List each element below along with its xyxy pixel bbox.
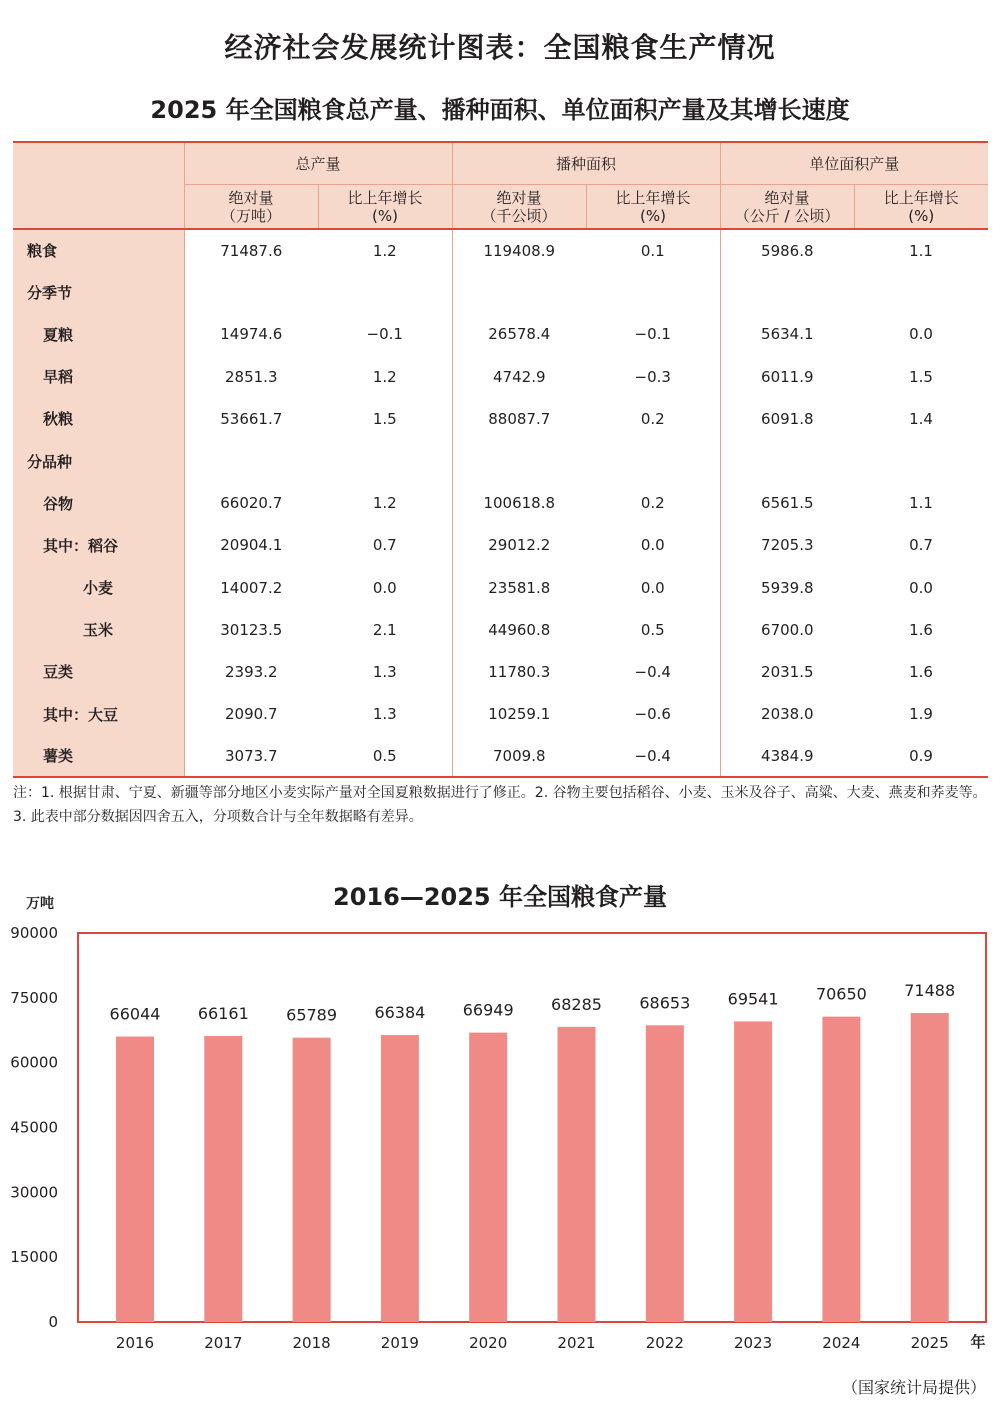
table-cell: 119408.9: [483, 241, 556, 260]
bar: [469, 1033, 507, 1322]
table-cell: 2851.3: [225, 367, 278, 386]
table-cell: 5634.1: [761, 325, 814, 344]
table-cell: 11780.3: [488, 662, 551, 681]
table-cell: 1.2: [318, 356, 452, 398]
data-label: 68653: [639, 993, 691, 1013]
table-cell: −0.4: [586, 651, 720, 693]
table-cell: 14974.6: [220, 325, 283, 344]
table-cell: 100618.8: [483, 494, 556, 513]
table-cell: −0.1: [318, 313, 452, 355]
table-cell: −0.6: [586, 693, 720, 735]
subheader-cell: 比上年增长 (%): [854, 185, 988, 230]
y-tick-label: 60000: [10, 1053, 58, 1072]
table-cell: 2.1: [318, 609, 452, 651]
header-sown-area: 播种面积: [452, 142, 720, 185]
table-cell: 44960.8: [488, 620, 551, 639]
subheader-cell: 比上年增长 (%): [318, 185, 452, 230]
data-label: 66384: [374, 1003, 426, 1023]
bar: [646, 1025, 684, 1322]
data-label: 66044: [109, 1004, 161, 1024]
table-cell: 6091.8: [761, 409, 814, 428]
subheader-cell: 绝对量 （千公顷）: [452, 185, 586, 230]
table-cell: 0.5: [318, 735, 452, 777]
bar: [822, 1017, 860, 1322]
table-cell: 23581.8: [488, 578, 551, 597]
table-cell: 3073.7: [184, 735, 318, 777]
table-cell: 6011.9: [761, 367, 814, 386]
bar: [381, 1035, 419, 1322]
table-cell: 53661.7: [220, 409, 283, 428]
table-cell: 0.0: [909, 578, 933, 597]
table-note: 注：1. 根据甘肃、宁夏、新疆等部分地区小麦实际产量对全国夏粮数据进行了修正。2. 谷物主要包括稻谷、小麦、玉米及谷子、高粱、大麦、燕麦和荞麦等。3. 此表中部分数据因四舍五入，分项数合计与全年数据略有差异。: [13, 785, 987, 825]
data-label: 70650: [815, 984, 867, 1004]
data-label: 65789: [286, 1005, 338, 1025]
row-label: 粮食: [13, 229, 184, 271]
source-credit: （国家统计局提供）: [841, 1378, 986, 1397]
row-label: 玉米: [13, 609, 184, 651]
row-label: 早稻: [13, 356, 184, 398]
table-cell: 14007.2: [220, 578, 283, 597]
table-cell: 2393.2: [225, 662, 278, 681]
table-cell: 0.7: [318, 524, 452, 566]
table-cell: 1.3: [318, 651, 452, 693]
table-cell: −0.1: [586, 313, 720, 355]
x-tick-label: 2021: [557, 1334, 596, 1352]
table-cell: 0.0: [909, 325, 933, 344]
table-title: 2025 年全国粮食总产量、播种面积、单位面积产量及其增长速度: [150, 96, 850, 124]
table-cell: 88087.7: [488, 409, 551, 428]
bar: [911, 1013, 949, 1322]
table-cell: 66020.7: [220, 494, 283, 513]
x-tick-label: 2025: [910, 1334, 949, 1352]
subheader-cell: 绝对量 （公斤 / 公顷）: [720, 185, 854, 230]
table-cell: 1.1: [909, 494, 933, 513]
header-yield-per-unit: 单位面积产量: [720, 142, 988, 185]
x-tick-label: 2018: [292, 1334, 331, 1352]
table-cell: 5986.8: [761, 241, 814, 260]
bar: [734, 1021, 772, 1322]
bar: [116, 1037, 154, 1322]
table-cell: 1.4: [909, 409, 933, 428]
table-cell: 6700.0: [761, 620, 814, 639]
table-cell: 4742.9: [493, 367, 546, 386]
table-cell: 6561.5: [761, 494, 814, 513]
table-cell: 30123.5: [220, 620, 283, 639]
row-label: 其中：稻谷: [13, 524, 184, 566]
data-label: 66949: [462, 1000, 514, 1020]
table-cell: 71487.6: [220, 241, 283, 260]
table-cell: 10259.1: [488, 705, 551, 724]
subheader-cell: 绝对量 （万吨）: [184, 185, 318, 230]
y-tick-label: 30000: [10, 1183, 58, 1202]
x-tick-label: 2023: [734, 1334, 773, 1352]
table-cell: −0.3: [586, 356, 720, 398]
table-cell: 0.5: [586, 609, 720, 651]
bar: [558, 1027, 596, 1322]
y-tick-label: 15000: [10, 1248, 58, 1267]
data-label: 66161: [197, 1004, 249, 1024]
table-cell: 4384.9: [720, 735, 854, 777]
y-tick-label: 90000: [10, 924, 58, 942]
subheader-cell: 比上年增长 (%): [586, 185, 720, 230]
x-tick-label: 2024: [822, 1334, 861, 1352]
table-cell: 2038.0: [761, 705, 814, 724]
bar: [204, 1036, 242, 1322]
table-cell: 0.0: [318, 567, 452, 609]
page-title: 经济社会发展统计图表：全国粮食生产情况: [224, 31, 776, 64]
table-cell: 0.1: [586, 229, 720, 271]
x-tick-label: 2017: [204, 1334, 243, 1352]
row-label: 小麦: [13, 567, 184, 609]
x-tick-label: 2022: [645, 1334, 684, 1352]
row-label: 分季节: [13, 271, 184, 313]
table-cell: 1.9: [909, 705, 933, 724]
row-label: 薯类: [13, 735, 184, 777]
table-cell: 0.9: [854, 735, 988, 777]
row-label: 其中：大豆: [13, 693, 184, 735]
table-cell: 2031.5: [761, 662, 814, 681]
table-cell: 1.2: [318, 229, 452, 271]
y-tick-label: 75000: [10, 988, 58, 1007]
data-label: 71488: [904, 981, 956, 1001]
table-cell: 1.6: [909, 620, 933, 639]
x-tick-label: 2019: [380, 1334, 419, 1352]
table-cell: 0.0: [586, 524, 720, 566]
table-cell: 26578.4: [488, 325, 551, 344]
x-axis-unit: 年: [970, 1333, 986, 1351]
y-tick-label: 45000: [10, 1118, 58, 1137]
row-label: 分品种: [13, 440, 184, 482]
data-label: 69541: [727, 989, 779, 1009]
table-cell: 1.6: [909, 662, 933, 681]
table-cell: 1.1: [909, 241, 933, 260]
bar: [293, 1038, 331, 1322]
header-total-output: 总产量: [184, 142, 452, 185]
table-cell: 1.2: [318, 482, 452, 524]
table-cell: 0.0: [586, 567, 720, 609]
table-cell: 1.3: [318, 693, 452, 735]
chart-title: 2016—2025 年全国粮食产量: [333, 883, 667, 911]
table-cell: 5939.8: [761, 578, 814, 597]
table-cell: 0.2: [586, 398, 720, 440]
table-cell: 0.2: [586, 482, 720, 524]
table-cell: 1.5: [909, 367, 933, 386]
table-cell: 29012.2: [488, 536, 551, 555]
table-cell: −0.4: [586, 735, 720, 777]
x-tick-label: 2020: [469, 1334, 508, 1352]
row-label: 夏粮: [13, 313, 184, 355]
row-label: 谷物: [13, 482, 184, 524]
row-label: 秋粮: [13, 398, 184, 440]
table-cell: 0.7: [909, 536, 933, 555]
data-label: 68285: [551, 994, 602, 1014]
y-tick-label: 0: [48, 1313, 58, 1331]
table-cell: 1.5: [318, 398, 452, 440]
row-label: 豆类: [13, 651, 184, 693]
table-cell: 7009.8: [452, 735, 586, 777]
table-cell: 2090.7: [225, 705, 278, 724]
table-cell: 7205.3: [761, 536, 814, 555]
table-cell: 20904.1: [220, 536, 283, 555]
x-tick-label: 2016: [115, 1334, 155, 1352]
y-axis-unit: 万吨: [26, 896, 54, 912]
